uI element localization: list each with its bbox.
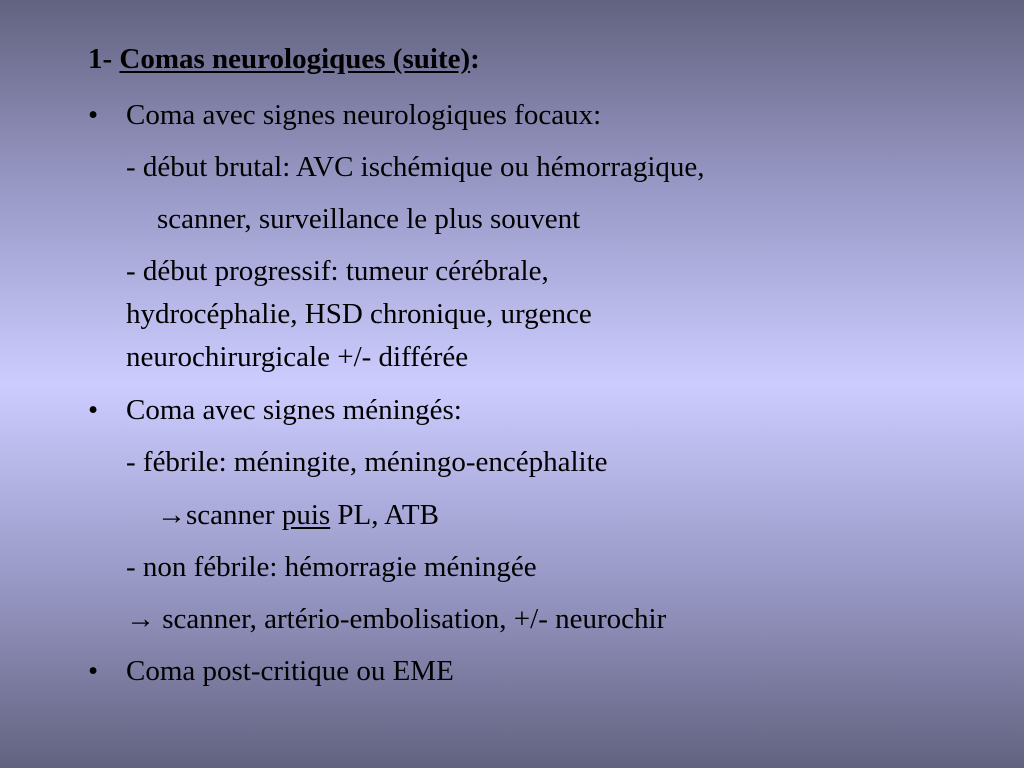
bullet-1-text: Coma avec signes neurologiques focaux: <box>126 99 602 131</box>
bullet-marker: • <box>88 394 99 426</box>
bullet-marker: • <box>88 99 99 131</box>
bullet-2-text: Coma avec signes méningés: <box>126 394 462 426</box>
bullet-2-sub-1-cont <box>157 498 439 532</box>
arrow-icon: → <box>157 499 186 531</box>
sub-text-post: PL, ATB <box>330 499 439 531</box>
title-text: Comas neurologiques (suite) <box>119 43 471 75</box>
sub-text-pre: scanner <box>186 499 282 531</box>
title-suffix: : <box>470 43 480 75</box>
bullet-2-sub-1: - fébrile: méningite, méningo-encéphalite <box>126 446 608 478</box>
bullet-1-sub-2-cont-2: neurochirurgicale +/- différée <box>126 341 469 373</box>
bullet-1-sub-2-cont-1: hydrocéphalie, HSD chronique, urgence <box>126 298 592 330</box>
bullet-3-text: Coma post-critique ou EME <box>126 655 454 687</box>
sub-text-underlined: puis <box>281 499 331 531</box>
bullet-1-sub-2: - début progressif: tumeur cérébrale, <box>126 255 549 287</box>
bullet-1-sub-1: - début brutal: AVC ischémique ou hémorragique, <box>126 151 705 183</box>
bullet-2-sub-2-cont: → scanner, artério-embolisation, +/- neurochir <box>126 603 667 635</box>
bullet-2-sub-2: - non fébrile: hémorragie méningée <box>126 551 537 583</box>
slide-title <box>88 42 480 76</box>
bullet-marker: • <box>88 655 99 687</box>
title-prefix: 1- <box>88 43 120 75</box>
bullet-1-sub-1-cont: scanner, surveillance le plus souvent <box>157 203 581 235</box>
